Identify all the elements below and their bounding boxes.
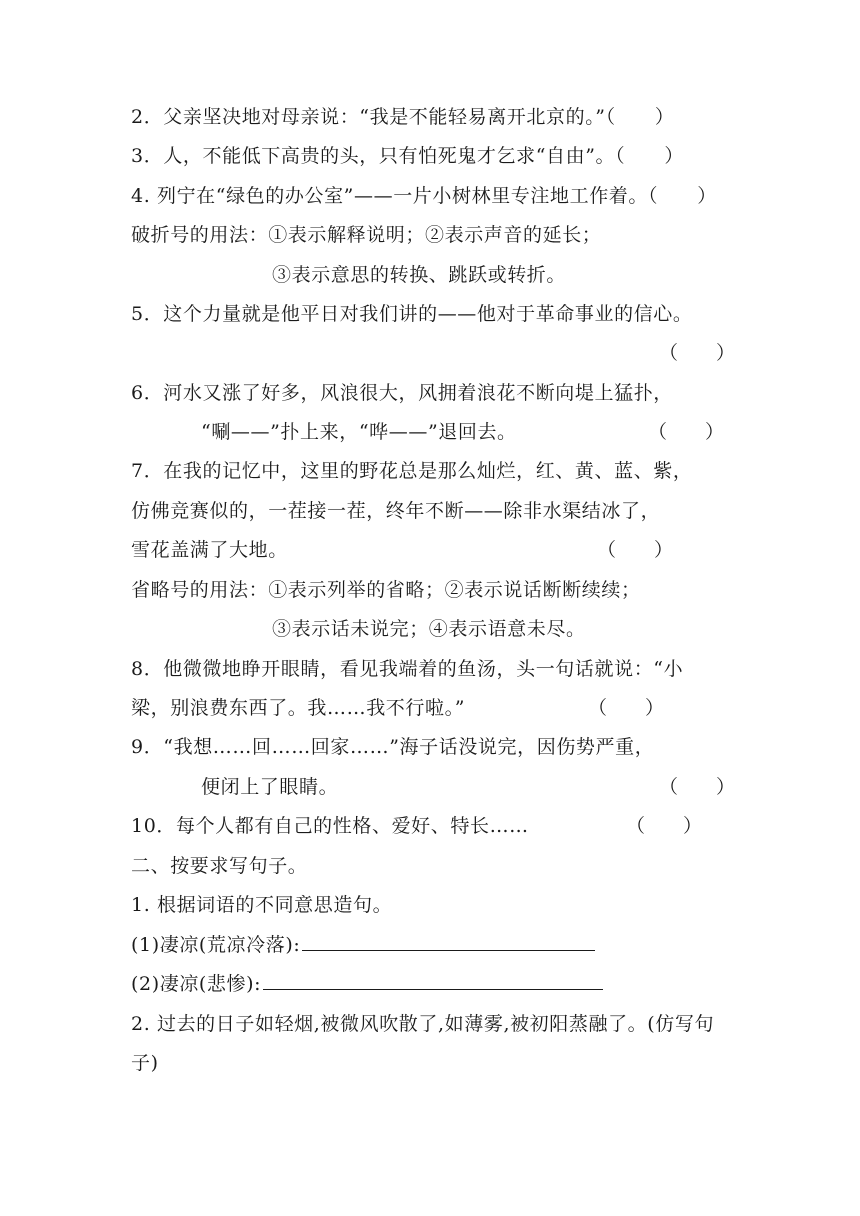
question-9-line2: 便闭上了眼睛。	[201, 776, 339, 798]
question-9-line1: 9．“我想……回……回家……”海子话没说完，因伤势严重，	[131, 736, 655, 758]
answer-blank-8[interactable]: （ ）	[588, 697, 665, 719]
question-7-line1: 7．在我的记忆中，这里的野花总是那么灿烂，红、黄、蓝、紫，	[131, 460, 693, 482]
question-7-line2: 仿佛竞赛似的，一茬接一茬，终年不断——除非水渠结冰了，	[131, 500, 661, 522]
question-8-line1: 8．他微微地睁开眼睛，看见我端着的鱼汤，头一句话就说：“小	[131, 658, 684, 680]
dash-usage-line2: ③表示意思的转换、跳跃或转折。	[272, 264, 567, 286]
question-3: 3．人，不能低下高贵的头，只有怕死鬼才乞求“自由”。（ ）	[131, 145, 685, 167]
ellipsis-usage-line1: 省略号的用法：①表示列举的省略；②表示说话断断续续；	[131, 579, 641, 601]
section-2-q1-b	[131, 971, 603, 997]
ellipsis-usage-line2: ③表示话未说完；④表示语意未尽。	[272, 618, 586, 640]
answer-blank-10[interactable]: （ ）	[626, 815, 703, 837]
question-4: 4. 列宁在“绿色的办公室”——一片小树林里专注地工作着。（ ）	[131, 185, 717, 207]
question-8-line2: 梁，别浪费东西了。我……我不行啦。”	[131, 697, 466, 719]
section-2-q1-a	[131, 932, 595, 958]
question-5: 5．这个力量就是他平日对我们讲的——他对于革命事业的信心。	[131, 303, 693, 325]
q1-a-label: (1)凄凉(荒凉冷落):	[131, 934, 301, 956]
section-2-q1-title: 1. 根据词语的不同意思造句。	[131, 894, 393, 916]
question-7-line3: 雪花盖满了大地。	[131, 539, 288, 561]
section-2-q2-line2: 子)	[131, 1052, 159, 1074]
dash-usage-line1: 破折号的用法：①表示解释说明；②表示声音的延长；	[131, 224, 602, 246]
answer-blank-5[interactable]: （ ）	[659, 342, 736, 364]
question-10: 10．每个人都有自己的性格、爱好、特长……	[131, 815, 529, 837]
answer-blank-9[interactable]: （ ）	[659, 776, 736, 798]
question-6-line1: 6．河水又涨了好多，风浪很大，风拥着浪花不断向堤上猛扑，	[131, 382, 673, 404]
section-2-heading: 二、按要求写句子。	[131, 855, 308, 877]
answer-blank-7[interactable]: （ ）	[597, 539, 674, 561]
answer-blank-6[interactable]: （ ）	[648, 421, 725, 443]
question-6-line2: “唰——”扑上来，“哗——”退回去。	[201, 421, 517, 443]
q1-a-answer-line[interactable]	[302, 932, 595, 951]
q1-b-label: (2)凄凉(悲惨):	[131, 973, 262, 995]
q1-b-answer-line[interactable]	[263, 971, 603, 990]
question-2: 2．父亲坚决地对母亲说：“我是不能轻易离开北京的。”（ ）	[131, 106, 675, 128]
section-2-q2-line1: 2. 过去的日子如轻烟,被微风吹散了,如薄雾,被初阳蒸融了。(仿写句	[131, 1013, 715, 1035]
